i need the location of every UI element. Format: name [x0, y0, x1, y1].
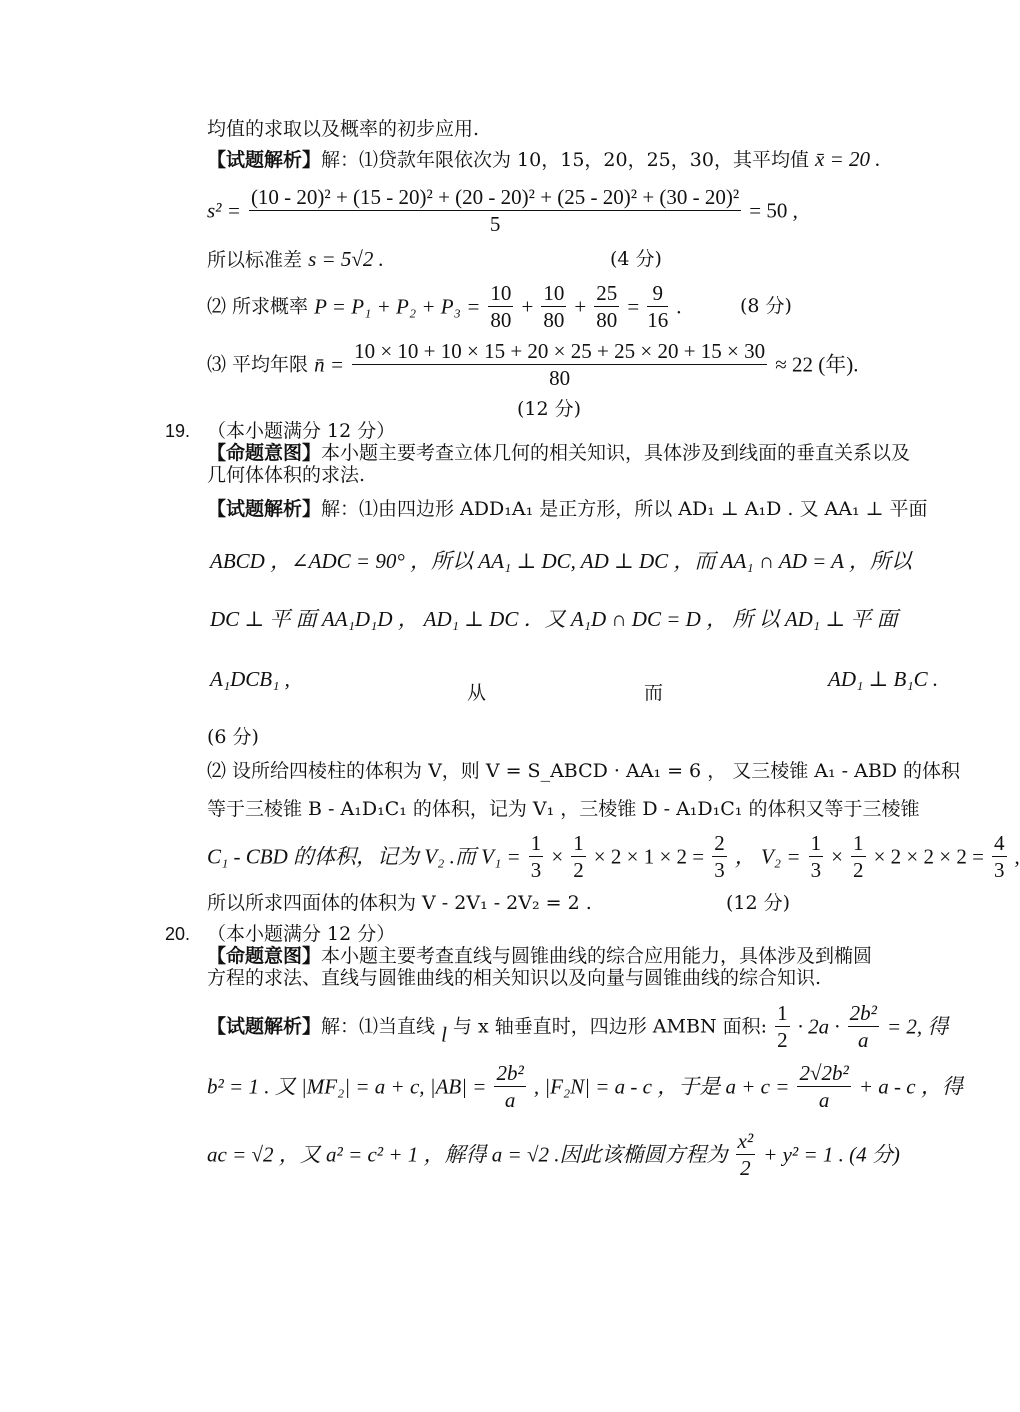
score-label: (12 分) — [726, 892, 791, 914]
denominator: 3 — [530, 858, 542, 882]
denominator: 2 — [777, 1028, 788, 1052]
numerator: x² — [737, 1129, 754, 1153]
solution-line: AD₁ ⊥ B₁C . — [828, 667, 939, 691]
text-line: 均值的求取以及概率的初步应用. — [207, 118, 480, 140]
denominator: 2 — [740, 1156, 751, 1180]
intent-line: 方程的求法、直线与圆锥曲线的相关知识以及向量与圆锥曲线的综合知识. — [207, 967, 822, 989]
fraction — [647, 280, 668, 333]
solution-line: ABCD ，∠ADC = 90° ，所以 AA₁ ⊥ DC, AD ⊥ DC ，而 AA₁ ∩ AD = A ，所以 — [210, 549, 912, 573]
fraction — [488, 280, 513, 333]
solution-text: + a - c ，得 — [858, 1074, 963, 1099]
denominator: 80 — [490, 308, 512, 332]
solution-text: 解：⑴当直线 — [321, 1015, 436, 1038]
volume-text: ， V₂ = — [734, 844, 801, 869]
solution-line — [207, 1060, 963, 1113]
intent-text: 本小题主要考查直线与圆锥曲线的综合应用能力，具体涉及到椭圆 — [321, 945, 873, 967]
fraction — [797, 1060, 850, 1113]
fraction — [494, 1060, 525, 1113]
solution-tag: 【试题解析】 — [207, 149, 322, 171]
solution-line: DC ⊥ 平 面 AA₁D₁D ， AD₁ ⊥ DC ．又 A₁D ∩ DC = D ， 所 以 AD₁ ⊥ 平 面 — [210, 607, 898, 631]
solution-text: b² = 1 . 又 |MF₂| = a + c, |AB| = — [207, 1074, 487, 1099]
denominator: a — [858, 1028, 869, 1052]
denominator: 2 — [853, 858, 864, 882]
solution-text: 解：⑴贷款年限依次为 10，15，20，25，30，其平均值 — [321, 149, 809, 171]
denominator: 3 — [810, 858, 822, 882]
mean-years-lhs: n̄ = — [314, 352, 345, 377]
fraction — [809, 830, 824, 883]
solution-text: · 2a · — [797, 1014, 840, 1039]
numerator: 2b² — [849, 1001, 877, 1025]
intent-tag: 【命题意图】 — [207, 945, 322, 967]
score-label: (12 分) — [517, 398, 582, 420]
std-text: 所以标准差 — [207, 249, 303, 271]
mean-years-line — [207, 338, 858, 391]
solution-line — [207, 146, 881, 173]
denominator: 80 — [549, 366, 571, 390]
mean-years-text: ⑶ 平均年限 — [207, 353, 309, 376]
fraction — [571, 830, 586, 883]
variance-denominator: 5 — [489, 212, 501, 236]
solution-text: = 2, 得 — [887, 1014, 949, 1039]
solution-line — [207, 1128, 900, 1181]
solution-line: 所以所求四面体的体积为 V - 2V₁ - 2V₂ = 2 . — [207, 892, 592, 914]
mean-years-rhs: ≈ 22 (年). — [775, 352, 859, 377]
denominator: 16 — [647, 308, 669, 332]
solution-tag: 【试题解析】 — [207, 1015, 322, 1038]
volume-line: C₁ - CBD 的体积，记为 V₂ .而 V₁ = $\frac{1}{3}$ × $\frac{1}{2}$ × 2 × 1 × 2 = $\frac{2}{3}$ ， V₂ = $\frac{1}{3}$ × $\frac{1}{2}$ × 2 × 2 × 2 = $\frac{4}{3}$ , — [207, 831, 1020, 882]
numerator: 2 — [714, 831, 725, 855]
probability-text: ⑵ 所求概率 — [207, 295, 309, 318]
solution-text: + y² = 1 . (4 分) — [763, 1142, 900, 1167]
volume-text: × 2 × 2 × 2 = — [873, 844, 984, 869]
volume-text: × 2 × 1 × 2 = — [593, 844, 705, 869]
numerator: 10 — [543, 281, 565, 305]
variance-equation — [207, 184, 798, 237]
denominator: 2 — [573, 858, 584, 882]
solution-line: 等于三棱锥 B - A₁D₁C₁ 的体积，记为 V₁ ，三棱锥 D - A₁D₁C₁ 的体积又等于三棱锥 — [207, 798, 920, 820]
numerator: 1 — [777, 1001, 788, 1025]
solution-text: ac = √2 ，又 a² = c² + 1 ，解得 a = √2 .因此该椭圆方程为 — [207, 1142, 728, 1167]
numerator: 4 — [994, 831, 1005, 855]
numerator: 1 — [573, 831, 584, 855]
line-symbol: l — [441, 1022, 447, 1047]
fraction — [529, 830, 544, 883]
solution-line: ⑵ 设所给四棱柱的体积为 V，则 V = S_ABCD · AA₁ = 6 ， 又三棱锥 A₁ - ABD 的体积 — [207, 760, 961, 782]
std-line — [207, 246, 384, 273]
fraction — [851, 830, 866, 883]
solution-word: 从 — [467, 682, 487, 704]
problem-number: 20. — [165, 924, 191, 944]
fraction — [736, 1128, 756, 1181]
denominator: 3 — [714, 858, 725, 882]
numerator: 10 × 10 + 10 × 15 + 20 × 25 + 25 × 20 + 15 × 30 — [354, 339, 766, 363]
mean-equation: x̄ = 20 . — [815, 147, 881, 171]
volume-text: C₁ - CBD 的体积，记为 V₂ .而 V₁ = — [207, 844, 521, 869]
solution-tag: 【试题解析】 — [207, 498, 322, 520]
solution-word: 而 — [644, 682, 664, 704]
fraction — [992, 830, 1007, 883]
denominator: 80 — [543, 308, 565, 332]
variance-fraction — [249, 184, 741, 237]
problem-number: 19. — [165, 421, 191, 441]
variance-lhs: s² = — [207, 198, 241, 223]
numerator: 1 — [853, 831, 864, 855]
probability-lhs: P = P₁ + P₂ + P₃ = — [314, 294, 481, 319]
numerator: 9 — [647, 280, 668, 307]
intent-text: 本小题主要考查立体几何的相关知识，具体涉及到线面的垂直关系以及 — [321, 442, 911, 464]
intent-line: 几何体体积的求法. — [207, 464, 366, 486]
solution-line — [207, 1000, 948, 1053]
intent-tag: 【命题意图】 — [207, 442, 322, 464]
variance-numerator: (10 - 20)² + (15 - 20)² + (20 - 20)² + (25 - 20)² + (30 - 20)² — [250, 185, 740, 209]
numerator: 1 — [810, 831, 822, 855]
mean-years-fraction — [352, 338, 767, 391]
fraction — [848, 1000, 879, 1053]
solution-line — [207, 496, 928, 522]
numerator: 2b² — [496, 1061, 524, 1085]
numerator: 25 — [596, 281, 618, 305]
denominator: a — [818, 1088, 830, 1112]
solution-text: , |F₂N| = a - c ，于是 a + c = — [533, 1074, 790, 1099]
solution-text: 与 x 轴垂直时，四边形 AMBN 面积: — [452, 1015, 768, 1038]
solution-line: A₁DCB₁ , — [210, 667, 290, 691]
fraction — [775, 1000, 790, 1053]
numerator: 10 — [490, 281, 512, 305]
numerator: 2√2b² — [799, 1061, 849, 1085]
denominator: a — [504, 1088, 516, 1112]
score-label: (6 分) — [207, 726, 259, 748]
fraction — [594, 280, 619, 333]
score-label: (8 分) — [740, 295, 792, 317]
denominator: 3 — [994, 858, 1005, 882]
fraction — [541, 280, 566, 333]
probability-line: ⑵ 所求概率 P = P₁ + P₂ + P₃ = $\frac{10}{80}$ + $\frac{10}{80}$ + $\frac{25}{80}$ = $\frac{9}{16}$ . — [207, 281, 682, 332]
std-equation: s = 5√2 . — [308, 247, 384, 271]
fraction — [712, 830, 727, 883]
numerator: 1 — [530, 831, 542, 855]
score-label: (4 分) — [610, 248, 662, 270]
problem-header: （本小题满分 12 分） — [207, 420, 396, 442]
denominator: 80 — [596, 308, 618, 332]
solution-text: 解：⑴由四边形 ADD₁A₁ 是正方形，所以 AD₁ ⊥ A₁D . 又 AA₁ ⊥ 平面 — [321, 498, 928, 520]
problem-header: （本小题满分 12 分） — [207, 923, 396, 945]
variance-rhs: = 50 , — [749, 198, 798, 223]
